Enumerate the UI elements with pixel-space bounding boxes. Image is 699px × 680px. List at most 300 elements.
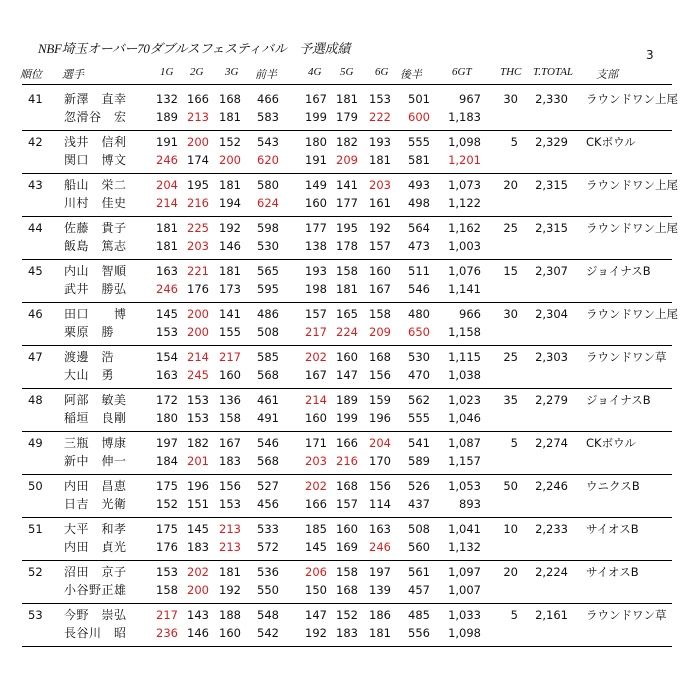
table-row (0, 391, 699, 409)
score-cell: 1,157 (448, 454, 481, 468)
score-cell: 195 (187, 178, 209, 192)
score-cell: 1,041 (448, 522, 481, 536)
player-name: 飯島 篤志 (64, 239, 127, 253)
thc: 5 (510, 436, 518, 450)
score-cell: 181 (219, 110, 241, 124)
header-g2: 2G (190, 66, 204, 78)
score-cell: 203 (305, 454, 327, 468)
score-cell: 1,141 (448, 282, 481, 296)
score-cell: 589 (408, 454, 430, 468)
score-cell: 581 (408, 153, 430, 167)
score-cell: 508 (257, 325, 279, 339)
result-group (0, 90, 699, 133)
score-cell: 166 (336, 436, 358, 450)
score-cell: 598 (257, 221, 279, 235)
score-cell: 168 (219, 92, 241, 106)
score-cell: 183 (336, 626, 358, 640)
score-cell: 556 (408, 626, 430, 640)
player-name: 内田 昌恵 (64, 479, 127, 493)
score-cell: 188 (219, 608, 241, 622)
score-cell: 1,073 (448, 178, 481, 192)
table-row (0, 280, 699, 298)
result-group (0, 477, 699, 520)
score-cell: 546 (257, 436, 279, 450)
score-cell: 195 (336, 221, 358, 235)
score-cell: 172 (156, 393, 178, 407)
header-g1: 1G (160, 66, 174, 78)
score-cell: 146 (187, 626, 209, 640)
result-group (0, 391, 699, 434)
player-name: 沼田 京子 (64, 565, 127, 579)
score-cell: 530 (408, 350, 430, 364)
thc: 35 (503, 393, 518, 407)
score-cell: 158 (369, 307, 391, 321)
player-name: 忽滑谷 宏 (64, 110, 127, 124)
score-cell: 199 (305, 110, 327, 124)
score-cell: 202 (187, 565, 209, 579)
score-cell: 153 (219, 497, 241, 511)
score-cell: 138 (305, 239, 327, 253)
score-cell: 213 (219, 522, 241, 536)
branch: ジョイナスB (586, 393, 651, 407)
score-cell: 966 (459, 307, 481, 321)
score-cell: 176 (187, 282, 209, 296)
table-row (0, 606, 699, 624)
t-total: 2,233 (535, 522, 568, 536)
player-name: 大山 勇 (64, 368, 115, 382)
result-group (0, 219, 699, 262)
score-cell: 600 (408, 110, 430, 124)
score-cell: 568 (257, 454, 279, 468)
score-cell: 246 (156, 282, 178, 296)
score-cell: 1,046 (448, 411, 481, 425)
t-total: 2,161 (535, 608, 568, 622)
score-cell: 147 (305, 608, 327, 622)
thc: 50 (503, 479, 518, 493)
score-cell: 160 (305, 196, 327, 210)
player-name: 佐藤 貴子 (64, 221, 127, 235)
t-total: 2,274 (535, 436, 568, 450)
header-branch: 支部 (596, 69, 618, 81)
branch: ウニクスB (586, 479, 640, 493)
score-cell: 182 (187, 436, 209, 450)
table-row (0, 194, 699, 212)
score-cell: 191 (156, 135, 178, 149)
score-cell: 501 (408, 92, 430, 106)
branch: ラウンドワン上尾 (586, 221, 678, 235)
table-row (0, 624, 699, 642)
group-divider (22, 345, 672, 346)
score-cell: 542 (257, 626, 279, 640)
score-cell: 192 (219, 583, 241, 597)
score-cell: 217 (305, 325, 327, 339)
table-row (0, 563, 699, 581)
t-total: 2,279 (535, 393, 568, 407)
score-cell: 141 (219, 307, 241, 321)
score-cell: 153 (156, 565, 178, 579)
score-cell: 967 (459, 92, 481, 106)
score-cell: 181 (156, 239, 178, 253)
player-name: 大平 和孝 (64, 522, 127, 536)
score-cell: 157 (369, 239, 391, 253)
branch: サイオスB (586, 565, 639, 579)
score-cell: 548 (257, 608, 279, 622)
result-group (0, 434, 699, 477)
score-cell: 145 (305, 540, 327, 554)
thc: 5 (510, 135, 518, 149)
score-cell: 565 (257, 264, 279, 278)
score-cell: 150 (305, 583, 327, 597)
score-cell: 225 (187, 221, 209, 235)
score-cell: 193 (369, 135, 391, 149)
rank: 47 (28, 350, 43, 364)
score-cell: 156 (369, 368, 391, 382)
score-cell: 561 (408, 565, 430, 579)
score-cell: 216 (336, 454, 358, 468)
table-row (0, 323, 699, 341)
score-cell: 624 (257, 196, 279, 210)
score-cell: 1,098 (448, 135, 481, 149)
score-cell: 168 (369, 350, 391, 364)
score-cell: 1,087 (448, 436, 481, 450)
score-cell: 473 (408, 239, 430, 253)
table-row (0, 409, 699, 427)
score-cell: 160 (219, 368, 241, 382)
score-cell: 153 (187, 393, 209, 407)
score-cell: 152 (336, 608, 358, 622)
score-cell: 174 (187, 153, 209, 167)
score-cell: 200 (187, 307, 209, 321)
score-cell: 200 (187, 583, 209, 597)
score-cell: 181 (156, 221, 178, 235)
group-divider (22, 216, 672, 217)
score-cell: 165 (336, 307, 358, 321)
rank: 48 (28, 393, 43, 407)
score-cell: 168 (336, 583, 358, 597)
score-cell: 1,162 (448, 221, 481, 235)
group-divider (22, 474, 672, 475)
score-cell: 146 (219, 239, 241, 253)
score-cell: 177 (305, 221, 327, 235)
group-divider (22, 173, 672, 174)
score-cell: 202 (305, 479, 327, 493)
score-cell: 183 (187, 540, 209, 554)
rank: 45 (28, 264, 43, 278)
score-cell: 199 (336, 411, 358, 425)
table-row (0, 520, 699, 538)
score-cell: 196 (187, 479, 209, 493)
result-group (0, 348, 699, 391)
player-name: 新澤 直幸 (64, 92, 127, 106)
score-cell: 173 (219, 282, 241, 296)
t-total: 2,304 (535, 307, 568, 321)
player-name: 内田 貞光 (64, 540, 127, 554)
score-cell: 202 (305, 350, 327, 364)
score-cell: 203 (187, 239, 209, 253)
score-cell: 169 (336, 540, 358, 554)
table-row (0, 434, 699, 452)
table-row (0, 366, 699, 384)
score-cell: 143 (187, 608, 209, 622)
t-total: 2,315 (535, 178, 568, 192)
score-cell: 530 (257, 239, 279, 253)
score-cell: 176 (156, 540, 178, 554)
score-cell: 201 (187, 454, 209, 468)
header-g4: 4G (308, 66, 322, 78)
score-cell: 158 (336, 565, 358, 579)
score-cell: 147 (336, 368, 358, 382)
player-name: 阿部 敏美 (64, 393, 127, 407)
score-cell: 156 (369, 479, 391, 493)
score-cell: 470 (408, 368, 430, 382)
header-6gt: 6GT (452, 66, 472, 78)
score-cell: 167 (305, 92, 327, 106)
score-cell: 245 (187, 368, 209, 382)
score-cell: 167 (219, 436, 241, 450)
score-cell: 216 (187, 196, 209, 210)
thc: 10 (503, 522, 518, 536)
score-cell: 160 (336, 350, 358, 364)
score-cell: 1,122 (448, 196, 481, 210)
score-cell: 197 (369, 565, 391, 579)
score-cell: 198 (305, 282, 327, 296)
player-name: 新中 伸一 (64, 454, 127, 468)
table-row (0, 477, 699, 495)
score-cell: 1,053 (448, 479, 481, 493)
thc: 30 (503, 307, 518, 321)
score-cell: 1,097 (448, 565, 481, 579)
score-cell: 157 (336, 497, 358, 511)
player-name: 長谷川 昭 (64, 626, 127, 640)
table-row (0, 581, 699, 599)
score-cell: 206 (305, 565, 327, 579)
score-cell: 193 (305, 264, 327, 278)
table-row (0, 108, 699, 126)
score-cell: 480 (408, 307, 430, 321)
table-header (0, 66, 699, 82)
score-cell: 181 (219, 565, 241, 579)
score-cell: 200 (187, 325, 209, 339)
header-rank: 順位 (20, 69, 42, 81)
score-cell: 461 (257, 393, 279, 407)
score-cell: 564 (408, 221, 430, 235)
result-group (0, 305, 699, 348)
score-cell: 114 (369, 497, 391, 511)
player-name: 武井 勝弘 (64, 282, 127, 296)
score-cell: 486 (257, 307, 279, 321)
score-cell: 178 (336, 239, 358, 253)
rank: 50 (28, 479, 43, 493)
score-cell: 1,132 (448, 540, 481, 554)
score-cell: 159 (369, 393, 391, 407)
table-row (0, 133, 699, 151)
header-g3: 3G (225, 66, 239, 78)
thc: 15 (503, 264, 518, 278)
score-cell: 191 (305, 153, 327, 167)
score-cell: 595 (257, 282, 279, 296)
rank: 44 (28, 221, 43, 235)
rank: 52 (28, 565, 43, 579)
score-cell: 151 (187, 497, 209, 511)
player-name: 稲垣 良剛 (64, 411, 127, 425)
header-rule (22, 84, 672, 85)
group-divider (22, 302, 672, 303)
table-row (0, 305, 699, 323)
score-cell: 214 (156, 196, 178, 210)
score-cell: 145 (156, 307, 178, 321)
score-cell: 204 (369, 436, 391, 450)
branch: ジョイナスB (586, 264, 651, 278)
score-cell: 153 (369, 92, 391, 106)
score-cell: 1,201 (448, 153, 481, 167)
score-cell: 167 (369, 282, 391, 296)
thc: 30 (503, 92, 518, 106)
score-cell: 160 (336, 522, 358, 536)
score-cell: 217 (156, 608, 178, 622)
player-name: 内山 智順 (64, 264, 127, 278)
group-divider (22, 388, 672, 389)
score-cell: 192 (219, 221, 241, 235)
score-cell: 181 (336, 92, 358, 106)
player-name: 関口 博文 (64, 153, 127, 167)
score-cell: 1,076 (448, 264, 481, 278)
score-cell: 580 (257, 178, 279, 192)
score-cell: 527 (257, 479, 279, 493)
score-cell: 546 (408, 282, 430, 296)
score-cell: 466 (257, 92, 279, 106)
header-first-half: 前半 (255, 69, 277, 81)
result-group (0, 176, 699, 219)
score-cell: 209 (336, 153, 358, 167)
score-cell: 177 (336, 196, 358, 210)
thc: 25 (503, 350, 518, 364)
score-cell: 213 (187, 110, 209, 124)
score-cell: 180 (156, 411, 178, 425)
score-cell: 620 (257, 153, 279, 167)
table-row (0, 90, 699, 108)
branch: ラウンドワン草 (586, 608, 667, 622)
score-cell: 158 (156, 583, 178, 597)
score-cell: 222 (369, 110, 391, 124)
t-total: 2,303 (535, 350, 568, 364)
score-cell: 204 (156, 178, 178, 192)
score-cell: 153 (156, 325, 178, 339)
t-total: 2,307 (535, 264, 568, 278)
rank: 43 (28, 178, 43, 192)
table-row (0, 237, 699, 255)
branch: ラウンドワン草 (586, 350, 667, 364)
score-cell: 203 (369, 178, 391, 192)
score-cell: 170 (369, 454, 391, 468)
score-cell: 166 (305, 497, 327, 511)
player-name: 日吉 光衛 (64, 497, 127, 511)
score-cell: 158 (336, 264, 358, 278)
score-cell: 160 (305, 411, 327, 425)
score-cell: 456 (257, 497, 279, 511)
score-cell: 163 (369, 522, 391, 536)
score-cell: 550 (257, 583, 279, 597)
header-player: 選手 (62, 69, 84, 81)
score-cell: 161 (369, 196, 391, 210)
score-cell: 157 (305, 307, 327, 321)
score-cell: 184 (156, 454, 178, 468)
score-cell: 181 (369, 153, 391, 167)
score-cell: 186 (369, 608, 391, 622)
score-cell: 196 (369, 411, 391, 425)
score-cell: 246 (369, 540, 391, 554)
score-cell: 181 (219, 264, 241, 278)
thc: 5 (510, 608, 518, 622)
score-cell: 650 (408, 325, 430, 339)
player-name: 渡邊 浩 (64, 350, 115, 364)
branch: CKボウル (586, 436, 636, 450)
score-cell: 498 (408, 196, 430, 210)
score-cell: 185 (305, 522, 327, 536)
score-cell: 555 (408, 411, 430, 425)
group-divider (22, 646, 672, 647)
score-cell: 183 (219, 454, 241, 468)
score-cell: 1,158 (448, 325, 481, 339)
score-cell: 541 (408, 436, 430, 450)
score-cell: 175 (156, 522, 178, 536)
page-number: 3 (646, 48, 654, 62)
table-row (0, 495, 699, 513)
score-cell: 149 (305, 178, 327, 192)
score-cell: 153 (187, 411, 209, 425)
score-cell: 171 (305, 436, 327, 450)
rank: 42 (28, 135, 43, 149)
score-cell: 236 (156, 626, 178, 640)
score-cell: 214 (305, 393, 327, 407)
result-group (0, 262, 699, 305)
group-divider (22, 517, 672, 518)
score-cell: 437 (408, 497, 430, 511)
score-cell: 1,183 (448, 110, 481, 124)
player-name: 川村 佳史 (64, 196, 127, 210)
score-cell: 200 (187, 135, 209, 149)
score-cell: 156 (219, 479, 241, 493)
score-cell: 560 (408, 540, 430, 554)
rank: 51 (28, 522, 43, 536)
score-cell: 180 (305, 135, 327, 149)
t-total: 2,246 (535, 479, 568, 493)
score-cell: 1,098 (448, 626, 481, 640)
player-name: 田口 博 (64, 307, 127, 321)
score-cell: 179 (336, 110, 358, 124)
score-cell: 132 (156, 92, 178, 106)
table-row (0, 151, 699, 169)
score-cell: 189 (336, 393, 358, 407)
group-divider (22, 603, 672, 604)
score-cell: 139 (369, 583, 391, 597)
score-cell: 1,033 (448, 608, 481, 622)
score-cell: 893 (459, 497, 481, 511)
player-name: 船山 栄二 (64, 178, 127, 192)
score-cell: 141 (336, 178, 358, 192)
score-cell: 491 (257, 411, 279, 425)
score-cell: 555 (408, 135, 430, 149)
score-cell: 485 (408, 608, 430, 622)
score-cell: 152 (219, 135, 241, 149)
score-cell: 166 (187, 92, 209, 106)
branch: ラウンドワン上尾 (586, 307, 678, 321)
result-group (0, 520, 699, 563)
score-cell: 585 (257, 350, 279, 364)
score-cell: 213 (219, 540, 241, 554)
score-cell: 163 (156, 368, 178, 382)
thc: 20 (503, 178, 518, 192)
header-g6: 6G (375, 66, 389, 78)
